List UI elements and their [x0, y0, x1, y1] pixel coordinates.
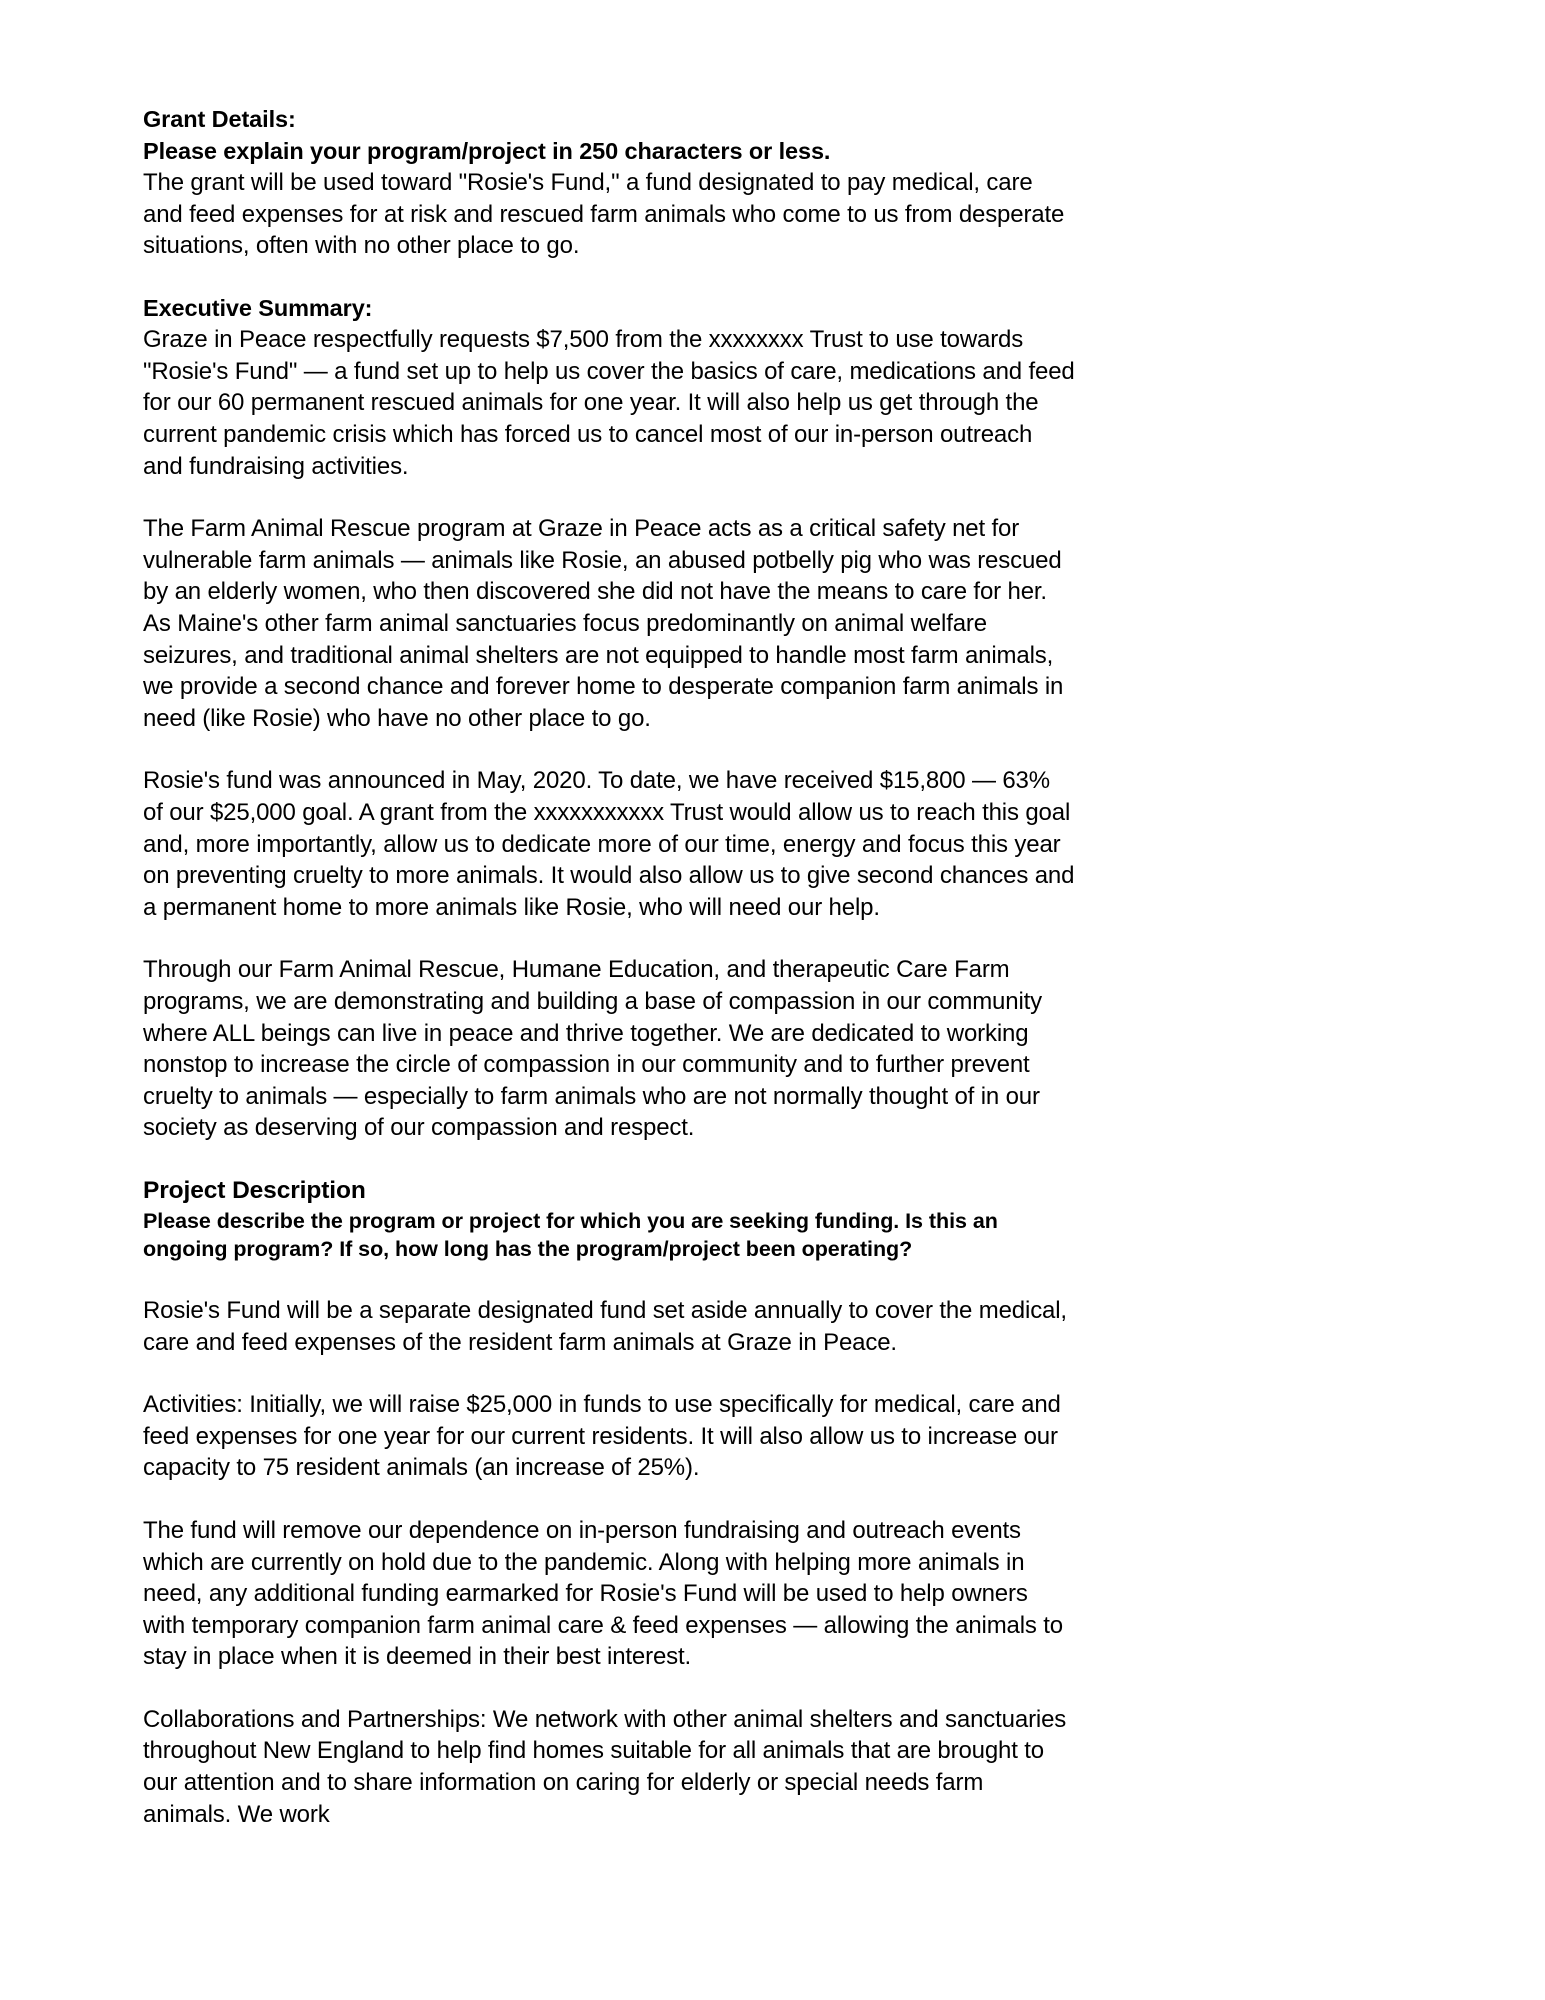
- spacer: [143, 1673, 1075, 1704]
- project-description-paragraph-4: Collaborations and Partnerships: We network with other animal shelters and sanctuaries throughout New England to help find homes suitable for all animals that are brought to our attention and to share information on caring for elderly or special needs farm animals. We work: [143, 1705, 1067, 1828]
- project-description-paragraph-3: The fund will remove our dependence on in-person fundraising and outreach events which are currently on hold due to the pandemic. Along with helping more animals in need, any additional funding earmarked for Rosie's Fund will be used to help owners with temporary companion farm animal care & feed expenses — allowing the animals to stay in place when it is deemed in their best interest.: [143, 1516, 1063, 1671]
- section-executive-summary: [143, 293, 1075, 1144]
- spacer: [143, 1484, 1075, 1515]
- project-description-paragraph-2: Activities: Initially, we will raise $25,000 in funds to use specifically for medical, care and feed expenses for one year for our current residents. It will also allow us to increase our capacity to 75 resident animals (an increase of 25%).: [143, 1391, 1061, 1482]
- document-body: [143, 104, 1075, 1830]
- spacer: [143, 262, 1075, 293]
- spacer: [143, 1358, 1075, 1389]
- project-description-paragraph-1: Rosie's Fund will be a separate designated fund set aside annually to cover the medical, care and feed expenses of the resident farm animals at Graze in Peace.: [143, 1296, 1067, 1356]
- grant-details-heading: Grant Details:: [143, 106, 296, 132]
- spacer: [143, 923, 1075, 954]
- spacer: [143, 482, 1075, 513]
- section-grant-details: [143, 104, 1075, 262]
- spacer: [143, 734, 1075, 765]
- project-description-heading: Project Description: [143, 1176, 366, 1204]
- executive-summary-paragraph-2: The Farm Animal Rescue program at Graze in Peace acts as a critical safety net for vulnerable farm animals — animals like Rosie, an abused potbelly pig who was rescued by an elderly women, who then discovered she did not have the means to care for her. As Maine's other farm animal sanctuaries focus predominantly on animal welfare seizures, and traditional animal shelters are not equipped to handle most farm animals, we provide a second chance and forever home to desperate companion farm animals in need (like Rosie) who have no other place to go.: [143, 515, 1064, 732]
- spacer: [143, 1144, 1075, 1175]
- executive-summary-heading: Executive Summary:: [143, 294, 373, 321]
- executive-summary-paragraph-1: Graze in Peace respectfully requests $7,500 from the xxxxxxxx Trust to use towards "Rosie's Fund" — a fund set up to help us cover the basics of care, medications and feed for our 60 permanent rescued animals for one year. It will also help us get through the current pandemic crisis which has forced us to cancel most of our in-person outreach and fundraising activities.: [143, 326, 1075, 480]
- grant-details-question: Please explain your program/project in 250 characters or less.: [143, 137, 831, 164]
- grant-details-paragraph-1: The grant will be used toward "Rosie's Fund," a fund designated to pay medical, care and feed expenses for at risk and rescued farm animals who come to us from desperate situations, often with no other place to go.: [143, 169, 1065, 260]
- project-description-question: Please describe the program or project for which you are seeking funding. Is this an ongoing program? If so, how long has the program/project been operating?: [143, 1208, 998, 1262]
- spacer: [143, 1264, 1075, 1295]
- executive-summary-paragraph-3: Rosie's fund was announced in May, 2020. To date, we have received $15,800 — 63% of our $25,000 goal. A grant from the xxxxxxxxxxx Trust would allow us to reach this goal and, more importantly, allow us to dedicate more of our time, energy and focus this year on preventing cruelty to more animals. It would also allow us to give second chances and a permanent home to more animals like Rosie, who will need our help.: [143, 767, 1075, 921]
- executive-summary-paragraph-4: Through our Farm Animal Rescue, Humane Education, and therapeutic Care Farm programs, we are demonstrating and building a base of compassion in our community where ALL beings can live in peace and thrive together. We are dedicated to working nonstop to increase the circle of compassion in our community and to further prevent cruelty to animals — especially to farm animals who are not normally thought of in our society as deserving of our compassion and respect.: [143, 956, 1042, 1142]
- section-project-description: [143, 1175, 1075, 1830]
